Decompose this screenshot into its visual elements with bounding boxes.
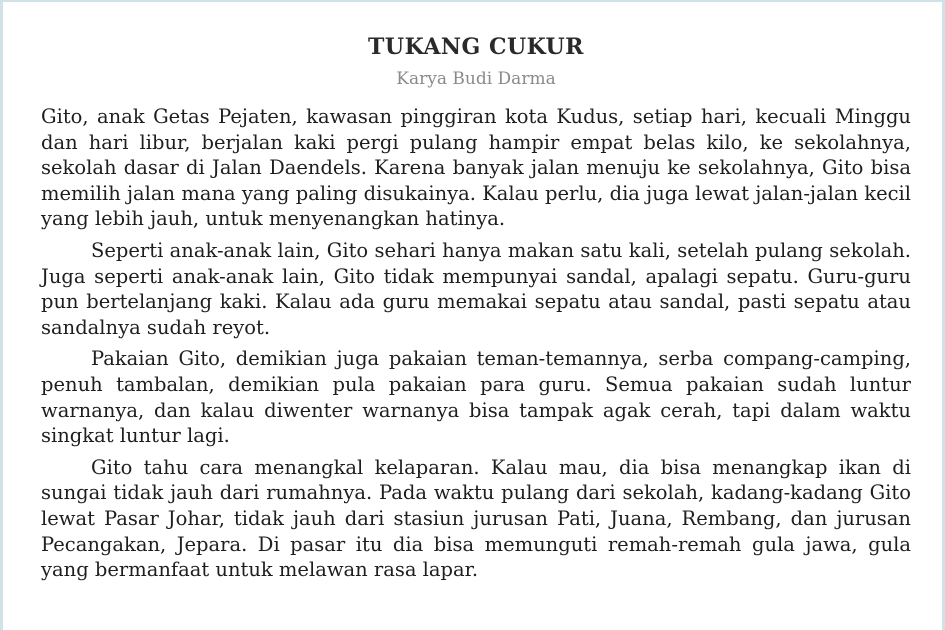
story-author: Karya Budi Darma (396, 69, 556, 89)
paragraph-2: Seperti anak-anak lain, Gito sehari hanya makan satu kali, setelah pulang sekolah. Juga seperti anak-anak lain, Gito tidak mempunyai sandal, apalagi sepatu. Guru-guru pun bertelanjang kaki. Kalau ada guru memakai sepatu atau sandal, pasti sepatu atau sandalnya sudah reyot. (41, 238, 911, 339)
document-page (41, 34, 911, 589)
paragraph-1: Gito, anak Getas Pejaten, kawasan pinggiran kota Kudus, setiap hari, kecuali Minggu dan hari libur, berjalan kaki pergi pulang hampir empat belas kilo, ke sekolahnya, sekolah dasar di Jalan Daendels. Karena banyak jalan menuju ke sekolahnya, Gito bisa memilih jalan mana yang paling disukainya. Kalau perlu, dia juga lewat jalan-jalan kecil yang lebih jauh, untuk menyenangkan hatinya. (41, 105, 911, 231)
paragraph-4: Gito tahu cara menangkal kelaparan. Kalau mau, dia bisa menangkap ikan di sungai tidak jauh dari rumahnya. Pada waktu pulang dari sekolah, kadang-kadang Gito lewat Pasar Johar, tidak jauh dari stasiun jurusan Pati, Juana, Rembang, dan jurusan Pecangakan, Jepara. Di pasar itu dia bisa memunguti remah-remah gula jawa, gula yang bermanfaat untuk melawan rasa lapar. (41, 455, 911, 582)
paragraph-3: Pakaian Gito, demikian juga pakaian teman-temannya, serba compang-camping, penuh tambalan, demikian pula pakaian para guru. Semua pakaian sudah luntur warnanya, dan kalau diwenter warnanya bisa tampak agak cerah, tapi dalam waktu singkat luntur lagi. (41, 347, 911, 448)
story-title: TUKANG CUKUR (368, 34, 584, 60)
